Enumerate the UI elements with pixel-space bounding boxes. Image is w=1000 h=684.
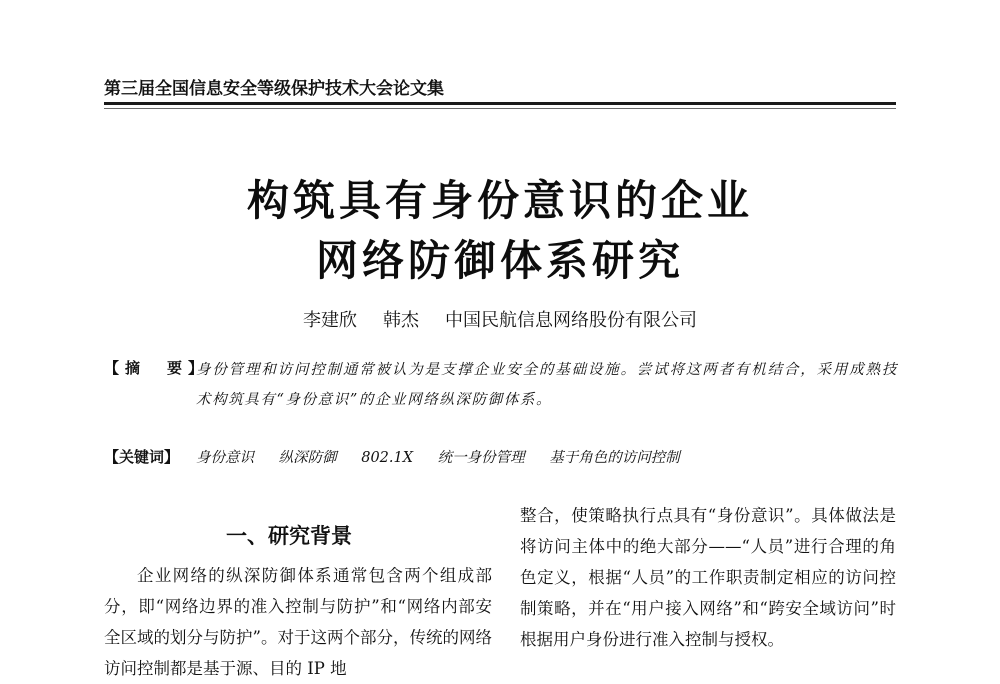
header-rule-thin: [104, 108, 896, 109]
header-rule: [104, 102, 896, 105]
abstract-text: 身份管理和访问控制通常被认为是支撑企业安全的基础设施。尝试将这两者有机结合，采用成熟技术构筑具有“身份意识”的企业网络纵深防御体系。: [196, 362, 898, 408]
authors-line: [0, 306, 1000, 332]
keyword: 身份意识: [196, 450, 254, 466]
body-column-left: 企业网络的纵深防御体系通常包含两个组成部分，即“网络边界的准入控制与防护”和“网络内部安全区域的划分与防护”。对于这两个部分，传统的网络访问控制都是基于源、目的 IP 地: [104, 566, 492, 678]
section-heading: 一、研究背景: [226, 524, 352, 548]
keyword: 统一身份管理: [437, 450, 525, 466]
keyword: 802.1X: [361, 450, 414, 466]
running-header: 第三届全国信息安全等级保护技术大会论文集: [104, 79, 444, 99]
keyword: 基于角色的访问控制: [549, 450, 680, 466]
abstract-label: 【摘 要】: [104, 359, 210, 377]
keyword: 纵深防御: [278, 450, 337, 466]
paper-title-line-1: 构筑具有身份意识的企业: [246, 176, 753, 225]
paper-title-line-2: 网络防御体系研究: [315, 236, 684, 285]
author-affiliation: 中国民航信息网络股份有限公司: [445, 310, 697, 331]
body-column-right: 整合，使策略执行点具有“身份意识”。具体做法是将访问主体中的绝大部分——“人员”进行合理的角色定义，根据“人员”的工作职责制定相应的访问控制策略，并在“用户接入网络”和“跨安全域访问”时根据用户身份进行准入控制与授权。: [520, 506, 896, 649]
keywords-list: [196, 446, 700, 467]
author-name: 李建欣: [303, 310, 357, 331]
keywords-label: 【关键词】: [104, 448, 180, 466]
author-name: 韩杰: [383, 310, 419, 331]
